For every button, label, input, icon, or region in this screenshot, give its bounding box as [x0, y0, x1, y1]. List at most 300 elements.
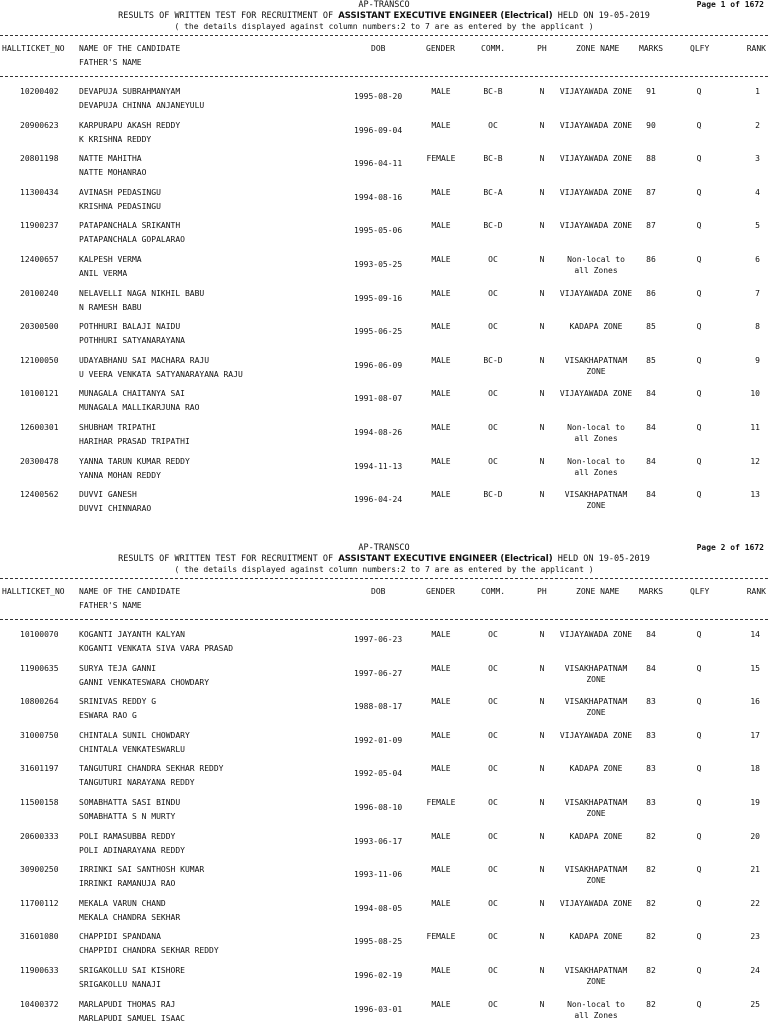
table-row — [0, 797, 768, 831]
marks-cell: 86 — [646, 254, 656, 264]
dob-cell: 1996-09-04 — [354, 125, 403, 135]
hallticket-cell: 20801198 — [20, 154, 59, 164]
hallticket-cell: 10100121 — [20, 389, 59, 399]
father-name-cell: YANNA MOHAN REDDY — [79, 470, 161, 480]
marks-cell: 84 — [646, 456, 656, 466]
rank-cell: 6 — [755, 254, 760, 264]
qualified-cell: Q — [696, 764, 702, 774]
qualified-cell: Q — [696, 898, 702, 908]
community-cell: OC — [488, 663, 498, 673]
community-cell: OC — [488, 120, 498, 130]
hallticket-cell: 11700112 — [20, 898, 59, 908]
ph-cell: N — [539, 663, 545, 673]
table-row — [0, 931, 768, 965]
col-header-marks: MARKS — [639, 587, 664, 596]
qualified-cell: Q — [696, 422, 702, 432]
dob-cell: 1994-08-16 — [354, 192, 403, 202]
rank-cell: 3 — [755, 154, 760, 164]
col-header-rank: RANK — [746, 44, 766, 53]
hallticket-cell: 20300500 — [20, 322, 59, 332]
candidate-name-cell: POLI RAMASUBBA REDDY — [79, 831, 176, 841]
community-cell: OC — [488, 630, 498, 639]
col-header-rank: RANK — [746, 587, 766, 596]
zone-cell: KADAPA ZONE — [569, 932, 623, 942]
community-cell: BC-B — [483, 87, 503, 96]
org-name: AP-TRANSCO — [358, 0, 410, 10]
community-cell: OC — [488, 831, 498, 841]
marks-cell: 82 — [646, 932, 656, 942]
col-header-name: NAME OF THE CANDIDATE — [79, 587, 181, 596]
dob-cell: 1996-02-19 — [354, 970, 403, 980]
rank-cell: 21 — [750, 865, 760, 875]
ph-cell: N — [539, 355, 545, 365]
rank-cell: 19 — [750, 797, 760, 807]
father-name-cell: SRIGAKOLLU NANAJI — [79, 979, 161, 989]
header-rule-top — [0, 578, 768, 579]
rank-cell: 16 — [750, 697, 760, 707]
hallticket-cell: 20600333 — [20, 831, 59, 841]
qualified-cell: Q — [696, 322, 702, 332]
gender-cell: MALE — [431, 322, 451, 332]
zone-cell: VIJAYAWADA ZONE — [559, 221, 633, 231]
ph-cell: N — [539, 630, 545, 639]
marks-cell: 84 — [646, 422, 656, 432]
dob-cell: 1995-09-16 — [354, 293, 403, 303]
qualified-cell: Q — [696, 221, 702, 231]
hallticket-cell: 30900250 — [20, 865, 59, 875]
community-cell: BC-A — [483, 187, 503, 197]
rank-cell: 1 — [755, 87, 760, 96]
page-number: Page 2 of 1672 — [696, 543, 764, 552]
ph-cell: N — [539, 187, 545, 197]
ph-cell: N — [539, 120, 545, 130]
col-header-hallticket: HALLTICKET_NO — [2, 44, 65, 53]
zone-cell: VISAKHAPATNAM ZONE — [564, 965, 628, 986]
father-name-cell: TANGUTURI NARAYANA REDDY — [79, 778, 195, 788]
title-suffix: HELD ON 19-05-2019 — [557, 554, 650, 564]
table-row — [0, 629, 768, 663]
col-header-gender: GENDER — [426, 587, 455, 596]
gender-cell: MALE — [431, 730, 451, 740]
rank-cell: 11 — [750, 422, 760, 432]
zone-cell: Non-local to all Zones — [567, 456, 625, 477]
qualified-cell: Q — [696, 865, 702, 875]
candidate-name-cell: SURYA TEJA GANNI — [79, 663, 157, 673]
results-table-body — [0, 629, 768, 1032]
dob-cell: 1993-06-17 — [354, 836, 403, 846]
community-cell: OC — [488, 389, 498, 399]
gender-cell: MALE — [431, 456, 451, 466]
candidate-name-cell: MEKALA VARUN CHAND — [79, 898, 166, 908]
community-cell: OC — [488, 764, 498, 774]
col-header-hallticket: HALLTICKET_NO — [2, 587, 65, 596]
gender-cell: FEMALE — [426, 154, 456, 164]
table-row — [0, 355, 768, 389]
qualified-cell: Q — [696, 663, 702, 673]
table-row — [0, 864, 768, 898]
hallticket-cell: 20100240 — [20, 288, 59, 298]
rank-cell: 9 — [755, 355, 760, 365]
marks-cell: 90 — [646, 120, 656, 130]
rank-cell: 4 — [755, 187, 760, 197]
table-row — [0, 187, 768, 221]
community-cell: OC — [488, 422, 498, 432]
community-cell: OC — [488, 288, 498, 298]
father-name-cell: GANNI VENKATESWARA CHOWDARY — [79, 677, 210, 687]
table-row — [0, 153, 768, 187]
community-cell: OC — [488, 865, 498, 875]
marks-cell: 86 — [646, 288, 656, 298]
title-suffix: HELD ON 19-05-2019 — [557, 11, 650, 21]
community-cell: OC — [488, 965, 498, 975]
candidate-name-cell: SRIGAKOLLU SAI KISHORE — [79, 965, 185, 975]
hallticket-cell: 11500158 — [20, 797, 59, 807]
qualified-cell: Q — [696, 797, 702, 807]
community-cell: BC-B — [483, 154, 503, 164]
candidate-name-cell: SRINIVAS REDDY G — [79, 697, 157, 707]
table-row — [0, 730, 768, 764]
rank-cell: 7 — [755, 288, 760, 298]
table-row — [0, 696, 768, 730]
candidate-name-cell: DEVAPUJA SUBRAHMANYAM — [79, 87, 181, 96]
community-cell: BC-D — [483, 221, 503, 231]
community-cell: OC — [488, 999, 498, 1009]
community-cell: OC — [488, 932, 498, 942]
table-row — [0, 288, 768, 322]
candidate-name-cell: UDAYABHANU SAI MACHARA RAJU — [79, 355, 210, 365]
gender-cell: MALE — [431, 422, 451, 432]
candidate-name-cell: PATAPANCHALA SRIKANTH — [79, 221, 181, 231]
candidate-name-cell: SOMABHATTA SASI BINDU — [79, 797, 181, 807]
candidate-name-cell: MARLAPUDI THOMAS RAJ — [79, 999, 176, 1009]
table-row — [0, 965, 768, 999]
rank-cell: 17 — [750, 730, 760, 740]
hallticket-cell: 31601080 — [20, 932, 59, 942]
marks-cell: 83 — [646, 697, 656, 707]
marks-cell: 85 — [646, 355, 656, 365]
header-rule-top — [0, 35, 768, 36]
dob-cell: 1996-03-01 — [354, 1004, 403, 1014]
dob-cell: 1996-04-24 — [354, 495, 403, 505]
dob-cell: 1996-06-09 — [354, 360, 403, 370]
marks-cell: 87 — [646, 187, 656, 197]
gender-cell: MALE — [431, 697, 451, 707]
zone-cell: VISAKHAPATNAM ZONE — [564, 355, 628, 376]
col-header-zone: ZONE NAME — [576, 587, 620, 596]
father-name-cell: N RAMESH BABU — [79, 302, 142, 312]
dob-cell: 1991-08-07 — [354, 394, 403, 404]
gender-cell: MALE — [431, 389, 451, 399]
rank-cell: 12 — [750, 456, 760, 466]
father-name-cell: MUNAGALA MALLIKARJUNA RAO — [79, 403, 200, 413]
gender-cell: MALE — [431, 221, 451, 231]
qualified-cell: Q — [696, 389, 702, 399]
results-title — [0, 11, 768, 21]
ph-cell: N — [539, 831, 545, 841]
marks-cell: 82 — [646, 831, 656, 841]
rank-cell: 10 — [750, 389, 760, 399]
title-post: ASSISTANT EXECUTIVE ENGINEER (Electrical) — [338, 554, 553, 564]
dob-cell: 1996-04-11 — [354, 159, 403, 169]
community-cell: OC — [488, 697, 498, 707]
father-name-cell: ANIL VERMA — [79, 268, 128, 278]
zone-cell: VISAKHAPATNAM ZONE — [564, 797, 628, 818]
father-name-cell: KRISHNA PEDASINGU — [79, 201, 161, 211]
col-header-ph: PH — [537, 44, 547, 53]
candidate-name-cell: SHUBHAM TRIPATHI — [79, 422, 157, 432]
candidate-name-cell: TANGUTURI CHANDRA SEKHAR REDDY — [79, 764, 224, 774]
qualified-cell: Q — [696, 87, 702, 96]
qualified-cell: Q — [696, 999, 702, 1009]
zone-cell: Non-local to all Zones — [567, 254, 625, 275]
zone-cell: Non-local to all Zones — [567, 422, 625, 443]
gender-cell: MALE — [431, 120, 451, 130]
marks-cell: 85 — [646, 322, 656, 332]
rank-cell: 22 — [750, 898, 760, 908]
marks-cell: 82 — [646, 999, 656, 1009]
father-name-cell: CHAPPIDI CHANDRA SEKHAR REDDY — [79, 946, 219, 956]
dob-cell: 1997-06-23 — [354, 635, 403, 644]
ph-cell: N — [539, 999, 545, 1009]
ph-cell: N — [539, 389, 545, 399]
zone-cell: VIJAYAWADA ZONE — [559, 730, 633, 740]
qualified-cell: Q — [696, 831, 702, 841]
table-row — [0, 120, 768, 154]
table-row — [0, 831, 768, 865]
zone-cell: KADAPA ZONE — [569, 831, 623, 841]
qualified-cell: Q — [696, 355, 702, 365]
table-row — [0, 321, 768, 355]
community-cell: BC-D — [483, 355, 503, 365]
hallticket-cell: 20900623 — [20, 120, 59, 130]
ph-cell: N — [539, 764, 545, 774]
ph-cell: N — [539, 422, 545, 432]
rank-cell: 20 — [750, 831, 760, 841]
candidate-name-cell: CHINTALA SUNIL CHOWDARY — [79, 730, 190, 740]
results-note: ( the details displayed against column numbers:2 to 7 are as entered by the applicant ) — [174, 565, 594, 574]
candidate-name-cell: AVINASH PEDASINGU — [79, 187, 161, 197]
gender-cell: MALE — [431, 999, 451, 1009]
zone-cell: VIJAYAWADA ZONE — [559, 898, 633, 908]
candidate-name-cell: POTHHURI BALAJI NAIDU — [79, 322, 181, 332]
community-cell: BC-D — [483, 490, 503, 500]
hallticket-cell: 12100050 — [20, 355, 59, 365]
marks-cell: 82 — [646, 865, 656, 875]
rank-cell: 13 — [750, 490, 760, 500]
father-name-cell: DUVVI CHINNARAO — [79, 504, 152, 514]
qualified-cell: Q — [696, 730, 702, 740]
gender-cell: MALE — [431, 187, 451, 197]
ph-cell: N — [539, 221, 545, 231]
father-name-cell: ESWARA RAO G — [79, 711, 137, 721]
gender-cell: FEMALE — [426, 932, 456, 942]
community-cell: OC — [488, 456, 498, 466]
community-cell: OC — [488, 730, 498, 740]
rank-cell: 25 — [750, 999, 760, 1009]
zone-cell: VIJAYAWADA ZONE — [559, 120, 633, 130]
col-header-qlfy: QLFY — [690, 587, 710, 596]
father-name-cell: U VEERA VENKATA SATYANARAYANA RAJU — [79, 369, 243, 379]
col-header-zone: ZONE NAME — [576, 44, 620, 53]
gender-cell: MALE — [431, 288, 451, 298]
zone-cell: Non-local to all Zones — [567, 999, 625, 1020]
ph-cell: N — [539, 865, 545, 875]
table-row — [0, 254, 768, 288]
rank-cell: 14 — [750, 630, 760, 639]
father-name-cell: IRRINKI RAMANUJA RAO — [79, 879, 176, 889]
hallticket-cell: 11900237 — [20, 221, 59, 231]
candidate-name-cell: KALPESH VERMA — [79, 254, 142, 264]
dob-cell: 1993-11-06 — [354, 870, 403, 880]
col-header-name: NAME OF THE CANDIDATE — [79, 44, 181, 53]
dob-cell: 1994-08-05 — [354, 903, 403, 913]
community-cell: OC — [488, 797, 498, 807]
rank-cell: 2 — [755, 120, 760, 130]
ph-cell: N — [539, 965, 545, 975]
gender-cell: MALE — [431, 630, 451, 639]
results-table-body — [0, 86, 768, 523]
marks-cell: 83 — [646, 797, 656, 807]
zone-cell: VIJAYAWADA ZONE — [559, 389, 633, 399]
candidate-name-cell: KOGANTI JAYANTH KALYAN — [79, 630, 185, 639]
gender-cell: MALE — [431, 663, 451, 673]
zone-cell: VISAKHAPATNAM ZONE — [564, 865, 628, 886]
dob-cell: 1995-08-25 — [354, 937, 403, 947]
candidate-name-cell: YANNA TARUN KUMAR REDDY — [79, 456, 190, 466]
col-header-ph: PH — [537, 587, 547, 596]
rank-cell: 24 — [750, 965, 760, 975]
results-note: ( the details displayed against column numbers:2 to 7 are as entered by the applicant ) — [174, 22, 594, 31]
father-name-cell: MEKALA CHANDRA SEKHAR — [79, 912, 181, 922]
gender-cell: MALE — [431, 965, 451, 975]
father-name-cell: NATTE MOHANRAO — [79, 168, 147, 178]
ph-cell: N — [539, 154, 545, 164]
rank-cell: 5 — [755, 221, 760, 231]
table-row — [0, 86, 768, 120]
marks-cell: 87 — [646, 221, 656, 231]
marks-cell: 88 — [646, 154, 656, 164]
dob-cell: 1995-05-06 — [354, 226, 403, 236]
community-cell: OC — [488, 898, 498, 908]
page-number: Page 1 of 1672 — [696, 0, 764, 9]
table-row — [0, 220, 768, 254]
marks-cell: 91 — [646, 87, 656, 96]
zone-cell: VIJAYAWADA ZONE — [559, 288, 633, 298]
father-name-cell: CHINTALA VENKATESWARLU — [79, 744, 185, 754]
dob-cell: 1992-01-09 — [354, 735, 403, 745]
dob-cell: 1993-05-25 — [354, 259, 403, 269]
ph-cell: N — [539, 697, 545, 707]
header-rule-bottom — [0, 76, 768, 77]
col-header-gender: GENDER — [426, 44, 455, 53]
gender-cell: MALE — [431, 898, 451, 908]
col-header-dob: DOB — [371, 44, 386, 53]
qualified-cell: Q — [696, 630, 702, 639]
gender-cell: MALE — [431, 831, 451, 841]
col-header-father: FATHER'S NAME — [79, 601, 142, 610]
table-row — [0, 489, 768, 523]
ph-cell: N — [539, 490, 545, 500]
qualified-cell: Q — [696, 490, 702, 500]
qualified-cell: Q — [696, 697, 702, 707]
gender-cell: MALE — [431, 355, 451, 365]
father-name-cell: HARIHAR PRASAD TRIPATHI — [79, 436, 190, 446]
dob-cell: 1988-08-17 — [354, 702, 403, 712]
gender-cell: MALE — [431, 865, 451, 875]
zone-cell: VIJAYAWADA ZONE — [559, 187, 633, 197]
rank-cell: 15 — [750, 663, 760, 673]
marks-cell: 83 — [646, 730, 656, 740]
dob-cell: 1994-11-13 — [354, 461, 403, 471]
qualified-cell: Q — [696, 288, 702, 298]
qualified-cell: Q — [696, 254, 702, 264]
community-cell: OC — [488, 254, 498, 264]
marks-cell: 84 — [646, 389, 656, 399]
title-post: ASSISTANT EXECUTIVE ENGINEER (Electrical) — [338, 11, 553, 21]
gender-cell: FEMALE — [426, 797, 456, 807]
table-row — [0, 422, 768, 456]
zone-cell: VIJAYAWADA ZONE — [559, 630, 633, 639]
dob-cell: 1995-06-25 — [354, 327, 403, 337]
father-name-cell: DEVAPUJA CHINNA ANJANEYULU — [79, 101, 205, 110]
candidate-name-cell: NATTE MAHITHA — [79, 154, 142, 164]
col-header-qlfy: QLFY — [690, 44, 710, 53]
gender-cell: MALE — [431, 87, 451, 96]
results-title — [0, 554, 768, 564]
title-prefix: RESULTS OF WRITTEN TEST FOR RECRUITMENT OF — [118, 554, 334, 564]
ph-cell: N — [539, 932, 545, 942]
community-cell: OC — [488, 322, 498, 332]
zone-cell: KADAPA ZONE — [569, 764, 623, 774]
ph-cell: N — [539, 254, 545, 264]
col-header-father: FATHER'S NAME — [79, 58, 142, 67]
gender-cell: MALE — [431, 764, 451, 774]
dob-cell: 1992-05-04 — [354, 769, 403, 779]
candidate-name-cell: DUVVI GANESH — [79, 490, 137, 500]
title-prefix: RESULTS OF WRITTEN TEST FOR RECRUITMENT OF — [118, 11, 334, 21]
ph-cell: N — [539, 797, 545, 807]
rank-cell: 8 — [755, 322, 760, 332]
qualified-cell: Q — [696, 154, 702, 164]
marks-cell: 84 — [646, 630, 656, 639]
father-name-cell: K KRISHNA REDDY — [79, 134, 152, 144]
hallticket-cell: 10400372 — [20, 999, 59, 1009]
ph-cell: N — [539, 322, 545, 332]
table-row — [0, 763, 768, 797]
table-row — [0, 999, 768, 1032]
marks-cell: 83 — [646, 764, 656, 774]
qualified-cell: Q — [696, 456, 702, 466]
org-name: AP-TRANSCO — [358, 543, 410, 553]
father-name-cell: PATAPANCHALA GOPALARAO — [79, 235, 185, 245]
candidate-name-cell: IRRINKI SAI SANTHOSH KUMAR — [79, 865, 205, 875]
father-name-cell: SOMABHATTA S N MURTY — [79, 811, 176, 821]
hallticket-cell: 11300434 — [20, 187, 59, 197]
col-header-marks: MARKS — [639, 44, 664, 53]
qualified-cell: Q — [696, 965, 702, 975]
ph-cell: N — [539, 898, 545, 908]
hallticket-cell: 12400562 — [20, 490, 59, 500]
candidate-name-cell: MUNAGALA CHAITANYA SAI — [79, 389, 185, 399]
zone-cell: VIJAYAWADA ZONE — [559, 154, 633, 164]
table-row — [0, 898, 768, 932]
col-header-comm: COMM. — [481, 44, 506, 53]
ph-cell: N — [539, 456, 545, 466]
table-row — [0, 388, 768, 422]
candidate-name-cell: CHAPPIDI SPANDANA — [79, 932, 161, 942]
zone-cell: VIJAYAWADA ZONE — [559, 87, 633, 96]
ph-cell: N — [539, 87, 545, 96]
